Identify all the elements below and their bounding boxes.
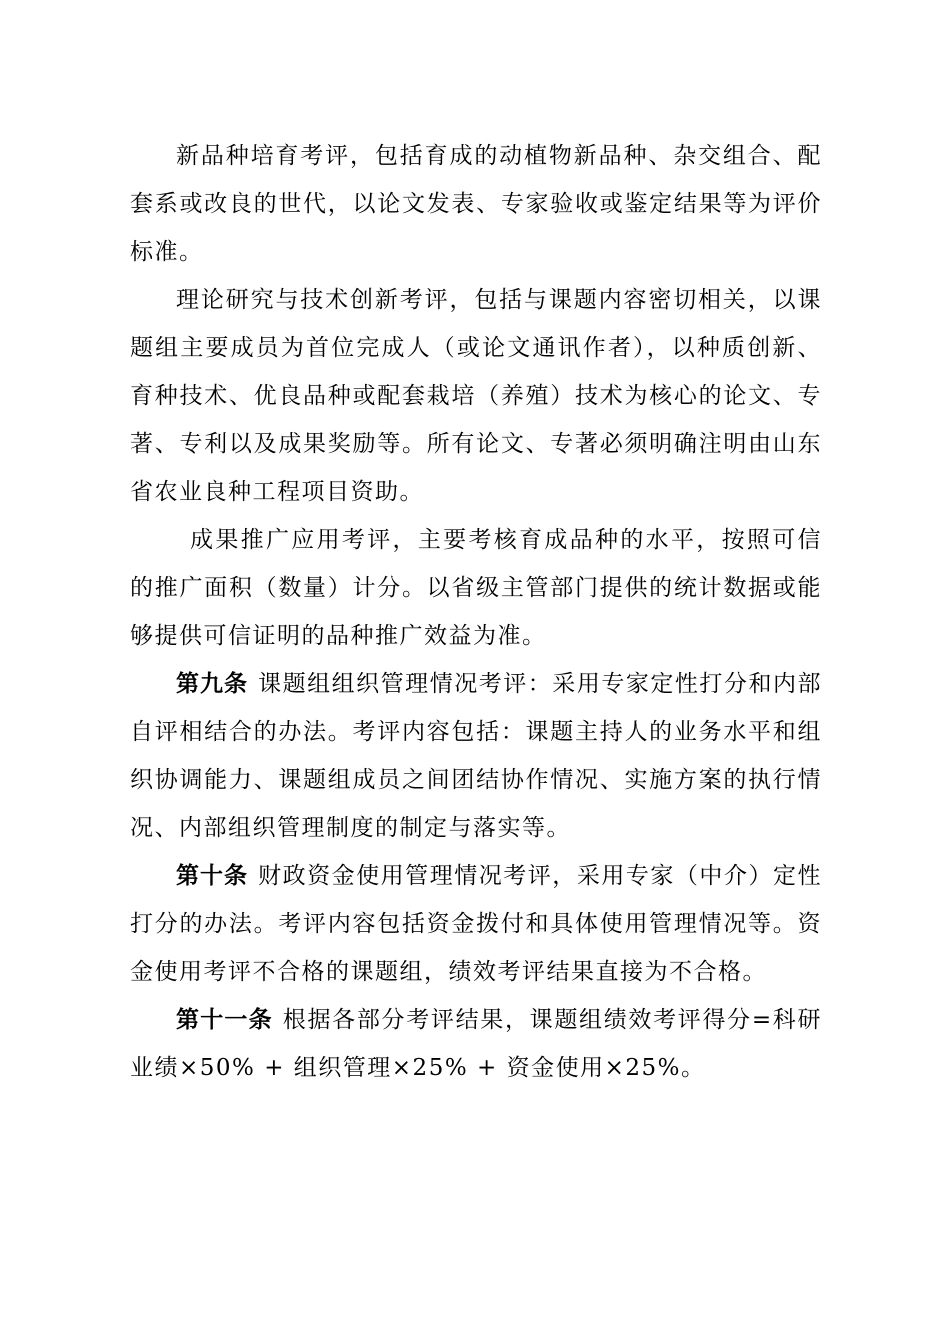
article-9-text: 课题组组织管理情况考评：采用专家定性打分和内部自评相结合的办法。考评内容包括：课题主持人的业务水平和组织协调能力、课题组成员之间团结协作情况、实施方案的执行情况、内部组织管理制度的制定与落实等。	[130, 671, 823, 841]
article-11	[130, 996, 822, 1092]
paragraph-text: 理论研究与技术创新考评，包括与课题内容密切相关，以课题组主要成员为首位完成人（或论文通讯作者），以种质创新、育种技术、优良品种或配套栽培（养殖）技术为核心的论文、专著、专利以及成果奖励等。所有论文、专著必须明确注明由山东省农业良种工程项目资助。	[130, 287, 822, 505]
document-body	[130, 132, 822, 1092]
paragraph-promotion-evaluation	[130, 516, 822, 660]
paragraph-new-variety-evaluation	[130, 132, 822, 276]
article-11-label: 第十一条	[176, 1007, 273, 1033]
article-10-label: 第十条	[176, 863, 249, 889]
article-10-text: 财政资金使用管理情况考评，采用专家（中介）定性打分的办法。考评内容包括资金拨付和具体使用管理情况等。资金使用考评不合格的课题组，绩效考评结果直接为不合格。	[130, 863, 823, 985]
paragraph-text: 成果推广应用考评，主要考核育成品种的水平，按照可信的推广面积（数量）计分。以省级主管部门提供的统计数据或能够提供可信证明的品种推广效益为准。	[130, 527, 822, 649]
article-9-label: 第九条	[176, 671, 249, 697]
paragraph-text: 新品种培育考评，包括育成的动植物新品种、杂交组合、配套系或改良的世代，以论文发表、专家验收或鉴定结果等为评价标准。	[130, 143, 822, 265]
article-11-text: 根据各部分考评结果，课题组绩效考评得分=科研业绩×50% + 组织管理×25% + 资金使用×25%。	[130, 1007, 823, 1081]
paragraph-theory-research-evaluation	[130, 276, 822, 516]
article-9	[130, 660, 822, 852]
article-10	[130, 852, 822, 996]
